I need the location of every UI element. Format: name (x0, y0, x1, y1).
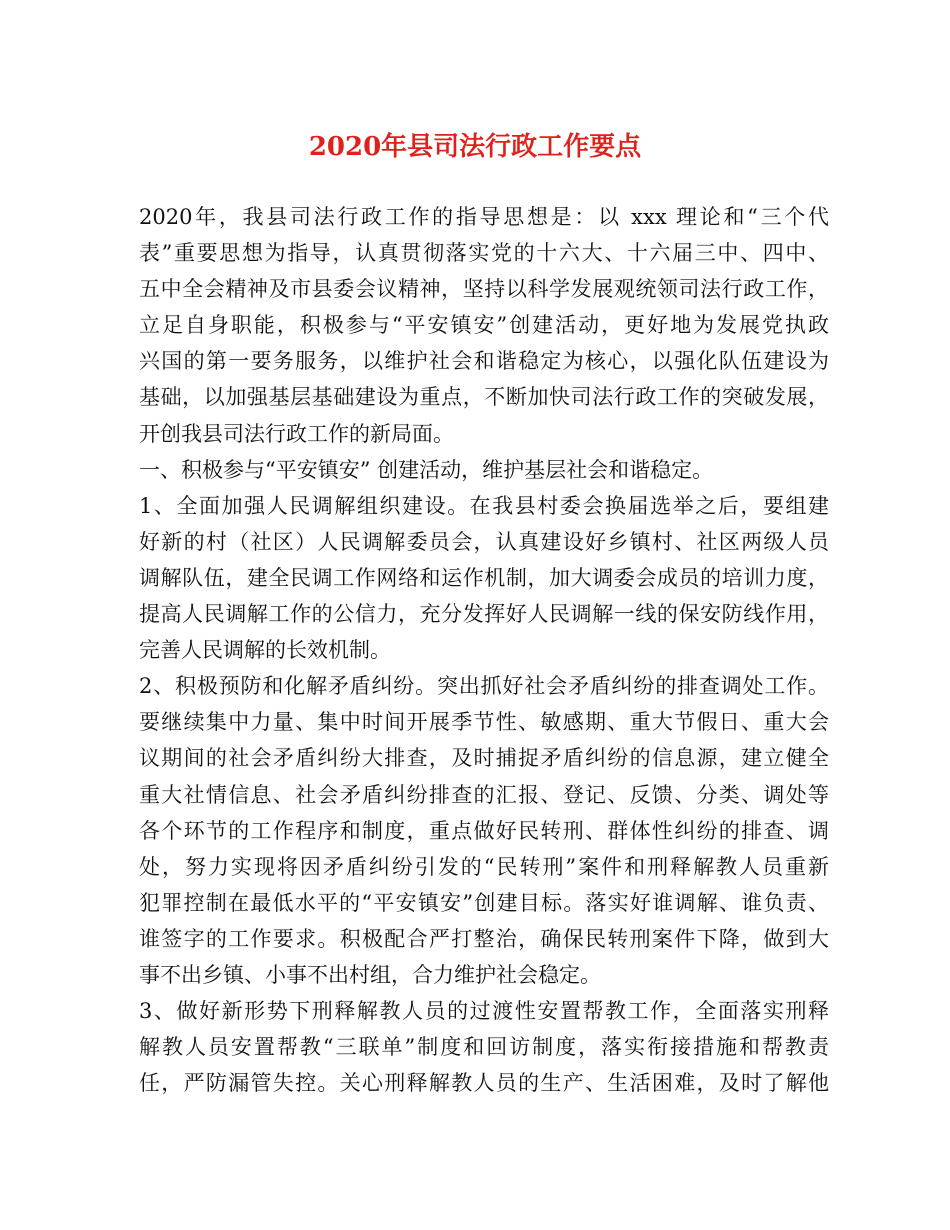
text-line: 重大社情信息、社会矛盾纠纷排查的汇报、登记、反馈、分类、调处等 (139, 782, 829, 807)
text-line: 3、做好新形势下刑释解教人员的过渡性安置帮教工作，全面落实刑释 (139, 999, 829, 1024)
text-line: 事不出乡镇、小事不出村组，合力维护社会稳定。 (139, 962, 601, 987)
text-line: 2020年，我县司法行政工作的指导思想是：以 xxx 理论和“三个代 (139, 205, 829, 229)
text-line: 解教人员安置帮教“三联单”制度和回访制度，落实衔接措施和帮教责 (139, 1035, 829, 1060)
text-line: 完善人民调解的长效机制。 (139, 638, 391, 663)
paragraph-item-2 (139, 668, 829, 993)
text-line: 基础，以加强基层基础建设为重点，不断加快司法行政工作的突破发展， (139, 385, 829, 410)
text-line: 开创我县司法行政工作的新局面。 (139, 421, 454, 446)
text-line: 立足自身职能，积极参与“平安镇安”创建活动，更好地为发展党执政 (139, 313, 829, 338)
paragraph-item-3 (139, 993, 829, 1101)
text-line: 好新的村（社区）人民调解委员会，认真建设好乡镇村、社区两级人员 (139, 529, 829, 554)
text-line: 各个环节的工作程序和制度，重点做好民转刑、群体性纠纷的排查、调 (139, 818, 829, 843)
document-title: 2020年县司法行政工作要点 (308, 132, 642, 162)
text-line: 1、全面加强人民调解组织建设。在我县村委会换届选举之后，要组建 (139, 493, 829, 518)
text-line: 谁签字的工作要求。积极配合严打整治，确保民转刑案件下降，做到大 (139, 926, 829, 951)
document-body (139, 199, 829, 1101)
paragraph-item-1 (139, 488, 829, 668)
text-line: 2、积极预防和化解矛盾纠纷。突出抓好社会矛盾纠纷的排查调处工作。 (139, 674, 829, 699)
text-line: 任，严防漏管失控。关心刑释解教人员的生产、生活困难，及时了解他 (139, 1071, 829, 1096)
text-line: 表”重要思想为指导，认真贯彻落实党的十六大、十六届三中、四中、 (139, 241, 829, 266)
text-line: 调解队伍，建全民调工作网络和运作机制，加大调委会成员的培训力度， (139, 565, 829, 590)
text-line: 要继续集中力量、集中时间开展季节性、敏感期、重大节假日、重大会 (139, 710, 829, 735)
paragraph-guiding-ideology (139, 199, 829, 452)
text-line: 五中全会精神及市县委会议精神，坚持以科学发展观统领司法行政工作， (139, 277, 829, 302)
text-line: 提高人民调解工作的公信力，充分发挥好人民调解一线的保安防线作用， (139, 602, 829, 627)
text-line: 处，努力实现将因矛盾纠纷引发的“民转刑”案件和刑释解教人员重新 (139, 854, 829, 879)
text-line: 兴国的第一要务服务，以维护社会和谐稳定为核心，以强化队伍建设为 (139, 349, 829, 374)
section-heading-1 (139, 452, 829, 488)
text-line: 一、积极参与“平安镇安” 创建活动，维护基层社会和谐稳定。 (139, 457, 714, 482)
text-line: 议期间的社会矛盾纠纷大排查，及时捕捉矛盾纠纷的信息源，建立健全 (139, 746, 829, 771)
text-line: 犯罪控制在最低水平的“平安镇安”创建目标。落实好谁调解、谁负责、 (139, 890, 829, 915)
